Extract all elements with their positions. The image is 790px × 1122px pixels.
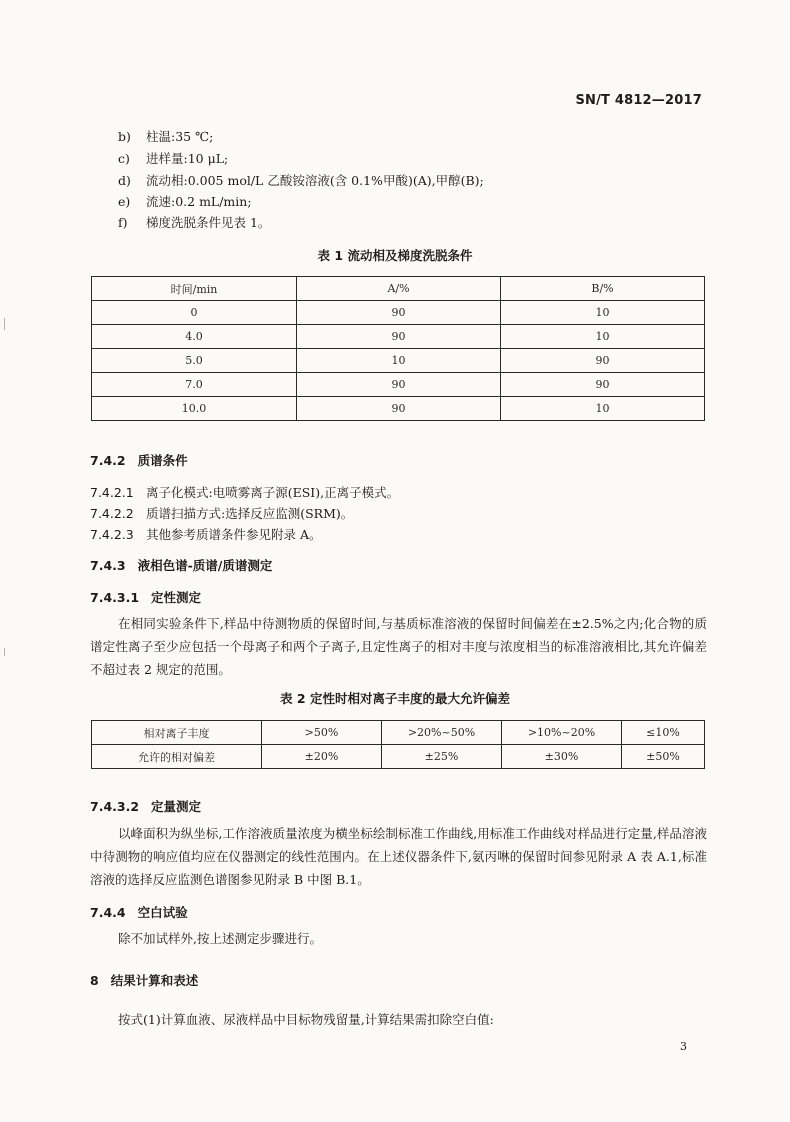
- table-cell: 0: [92, 301, 297, 325]
- section-heading-7-4-3-1: [90, 588, 201, 606]
- clause-text: 离子化模式:电喷雾离子源(ESI),正离子模式。: [146, 485, 400, 500]
- condition-item: [118, 172, 484, 190]
- section-heading-7-4-3-2: [90, 797, 201, 815]
- table-cell: >50%: [262, 721, 382, 745]
- clause-number: 7.4.2.1: [90, 485, 134, 500]
- table-cell: >10%~20%: [502, 721, 622, 745]
- table-cell: 90: [297, 301, 501, 325]
- table-cell: 90: [501, 373, 705, 397]
- section-title: 空白试验: [137, 905, 188, 920]
- table-row: [92, 373, 705, 397]
- blank-test-paragraph: 除不加试样外,按上述测定步骤进行。: [118, 931, 322, 946]
- clause-number: 7.4.2.3: [90, 527, 134, 542]
- table-cell: 4.0: [92, 325, 297, 349]
- table-cell: ±30%: [502, 745, 622, 769]
- table-row: [92, 721, 705, 745]
- condition-text: 柱温:35 ℃;: [146, 129, 214, 144]
- table-cell: ±20%: [262, 745, 382, 769]
- condition-item: [118, 150, 228, 168]
- clause-text: 质谱扫描方式:选择反应监测(SRM)。: [146, 506, 354, 521]
- table-cell: >20%~50%: [382, 721, 502, 745]
- section-number: 7.4.3.2: [90, 799, 140, 814]
- quantitative-paragraph: 以峰面积为纵坐标,工作溶液质量浓度为横坐标绘制标准工作曲线,用标准工作曲线对样品进行定量,样品溶液中待测物的响应值均应在仪器测定的线性范围内。在上述仪器条件下,氨丙啉的保留时间参见附录 A 表 A.1,标准溶液的选择反应监测色谱图参见附录 B 中图 B.1。: [90, 826, 707, 887]
- table-cell: 允许的相对偏差: [92, 745, 262, 769]
- section-heading-8: [90, 971, 198, 989]
- table-cell: ±50%: [622, 745, 705, 769]
- table-cell: 10: [501, 301, 705, 325]
- section-title: 结果计算和表述: [110, 973, 199, 988]
- condition-text: 进样量:10 μL;: [146, 151, 229, 166]
- table-cell: 10: [297, 349, 501, 373]
- clause-item: [90, 483, 399, 501]
- condition-item: [118, 128, 213, 146]
- table-header-cell: 时间/min: [92, 277, 297, 301]
- table-cell: 相对离子丰度: [92, 721, 262, 745]
- table1-caption: 表 1 流动相及梯度洗脱条件: [317, 248, 473, 263]
- section-heading-7-4-4: [90, 903, 188, 921]
- table-cell: 10.0: [92, 397, 297, 421]
- calculation-paragraph: 按式(1)计算血液、尿液样品中目标物残留量,计算结果需扣除空白值:: [118, 1012, 494, 1027]
- table-header-cell: A/%: [297, 277, 501, 301]
- table-cell: 10: [501, 397, 705, 421]
- condition-label: f): [118, 215, 128, 230]
- table-cell: 90: [297, 397, 501, 421]
- clause-item: [90, 525, 322, 543]
- section-heading-7-4-2: [90, 451, 188, 469]
- document-code: SN/T 4812—2017: [575, 93, 702, 108]
- section-title: 定量测定: [151, 799, 202, 814]
- section-number: 8: [90, 973, 99, 988]
- section-number: 7.4.4: [90, 905, 126, 920]
- table-row: [92, 349, 705, 373]
- condition-text: 流动相:0.005 mol/L 乙酸铵溶液(含 0.1%甲酸)(A),甲醇(B);: [146, 173, 484, 188]
- condition-label: c): [118, 151, 130, 166]
- condition-label: e): [118, 194, 131, 209]
- table-cell: 10: [501, 325, 705, 349]
- table-row: [92, 745, 705, 769]
- scan-mark: [4, 318, 5, 330]
- table-cell: ≤10%: [622, 721, 705, 745]
- gradient-table: [91, 276, 705, 421]
- section-number: 7.4.3.1: [90, 590, 140, 605]
- table-cell: 90: [297, 325, 501, 349]
- table-cell: 90: [297, 373, 501, 397]
- table-header-cell: B/%: [501, 277, 705, 301]
- section-title: 液相色谱-质谱/质谱测定: [137, 558, 273, 573]
- section-heading-7-4-3: [90, 556, 272, 574]
- table2-caption: 表 2 定性时相对离子丰度的最大允许偏差: [280, 691, 510, 706]
- condition-text: 流速:0.2 mL/min;: [146, 194, 252, 209]
- condition-item: [118, 214, 270, 232]
- table-header-row: [92, 277, 705, 301]
- table-cell: ±25%: [382, 745, 502, 769]
- section-number: 7.4.2: [90, 453, 126, 468]
- condition-text: 梯度洗脱条件见表 1。: [146, 215, 271, 230]
- scan-mark: [4, 648, 5, 656]
- table-cell: 7.0: [92, 373, 297, 397]
- condition-item: [118, 193, 252, 211]
- table-row: [92, 301, 705, 325]
- condition-label: b): [118, 129, 131, 144]
- table-row: [92, 325, 705, 349]
- clause-item: [90, 504, 353, 522]
- section-title: 质谱条件: [137, 453, 188, 468]
- table-cell: 90: [501, 349, 705, 373]
- ion-abundance-table: [91, 720, 705, 769]
- section-number: 7.4.3: [90, 558, 126, 573]
- clause-number: 7.4.2.2: [90, 506, 134, 521]
- page-number: 3: [680, 1040, 687, 1053]
- qualitative-paragraph: 在相同实验条件下,样品中待测物质的保留时间,与基质标准溶液的保留时间偏差在±2.5%之内;化合物的质谱定性离子至少应包括一个母离子和两个子离子,且定性离子的相对丰度与浓度相当的标准溶液相比,其允许偏差不超过表 2 规定的范围。: [90, 616, 707, 677]
- clause-text: 其他参考质谱条件参见附录 A。: [146, 527, 322, 542]
- section-title: 定性测定: [151, 590, 202, 605]
- table-cell: 5.0: [92, 349, 297, 373]
- table-row: [92, 397, 705, 421]
- condition-label: d): [118, 173, 131, 188]
